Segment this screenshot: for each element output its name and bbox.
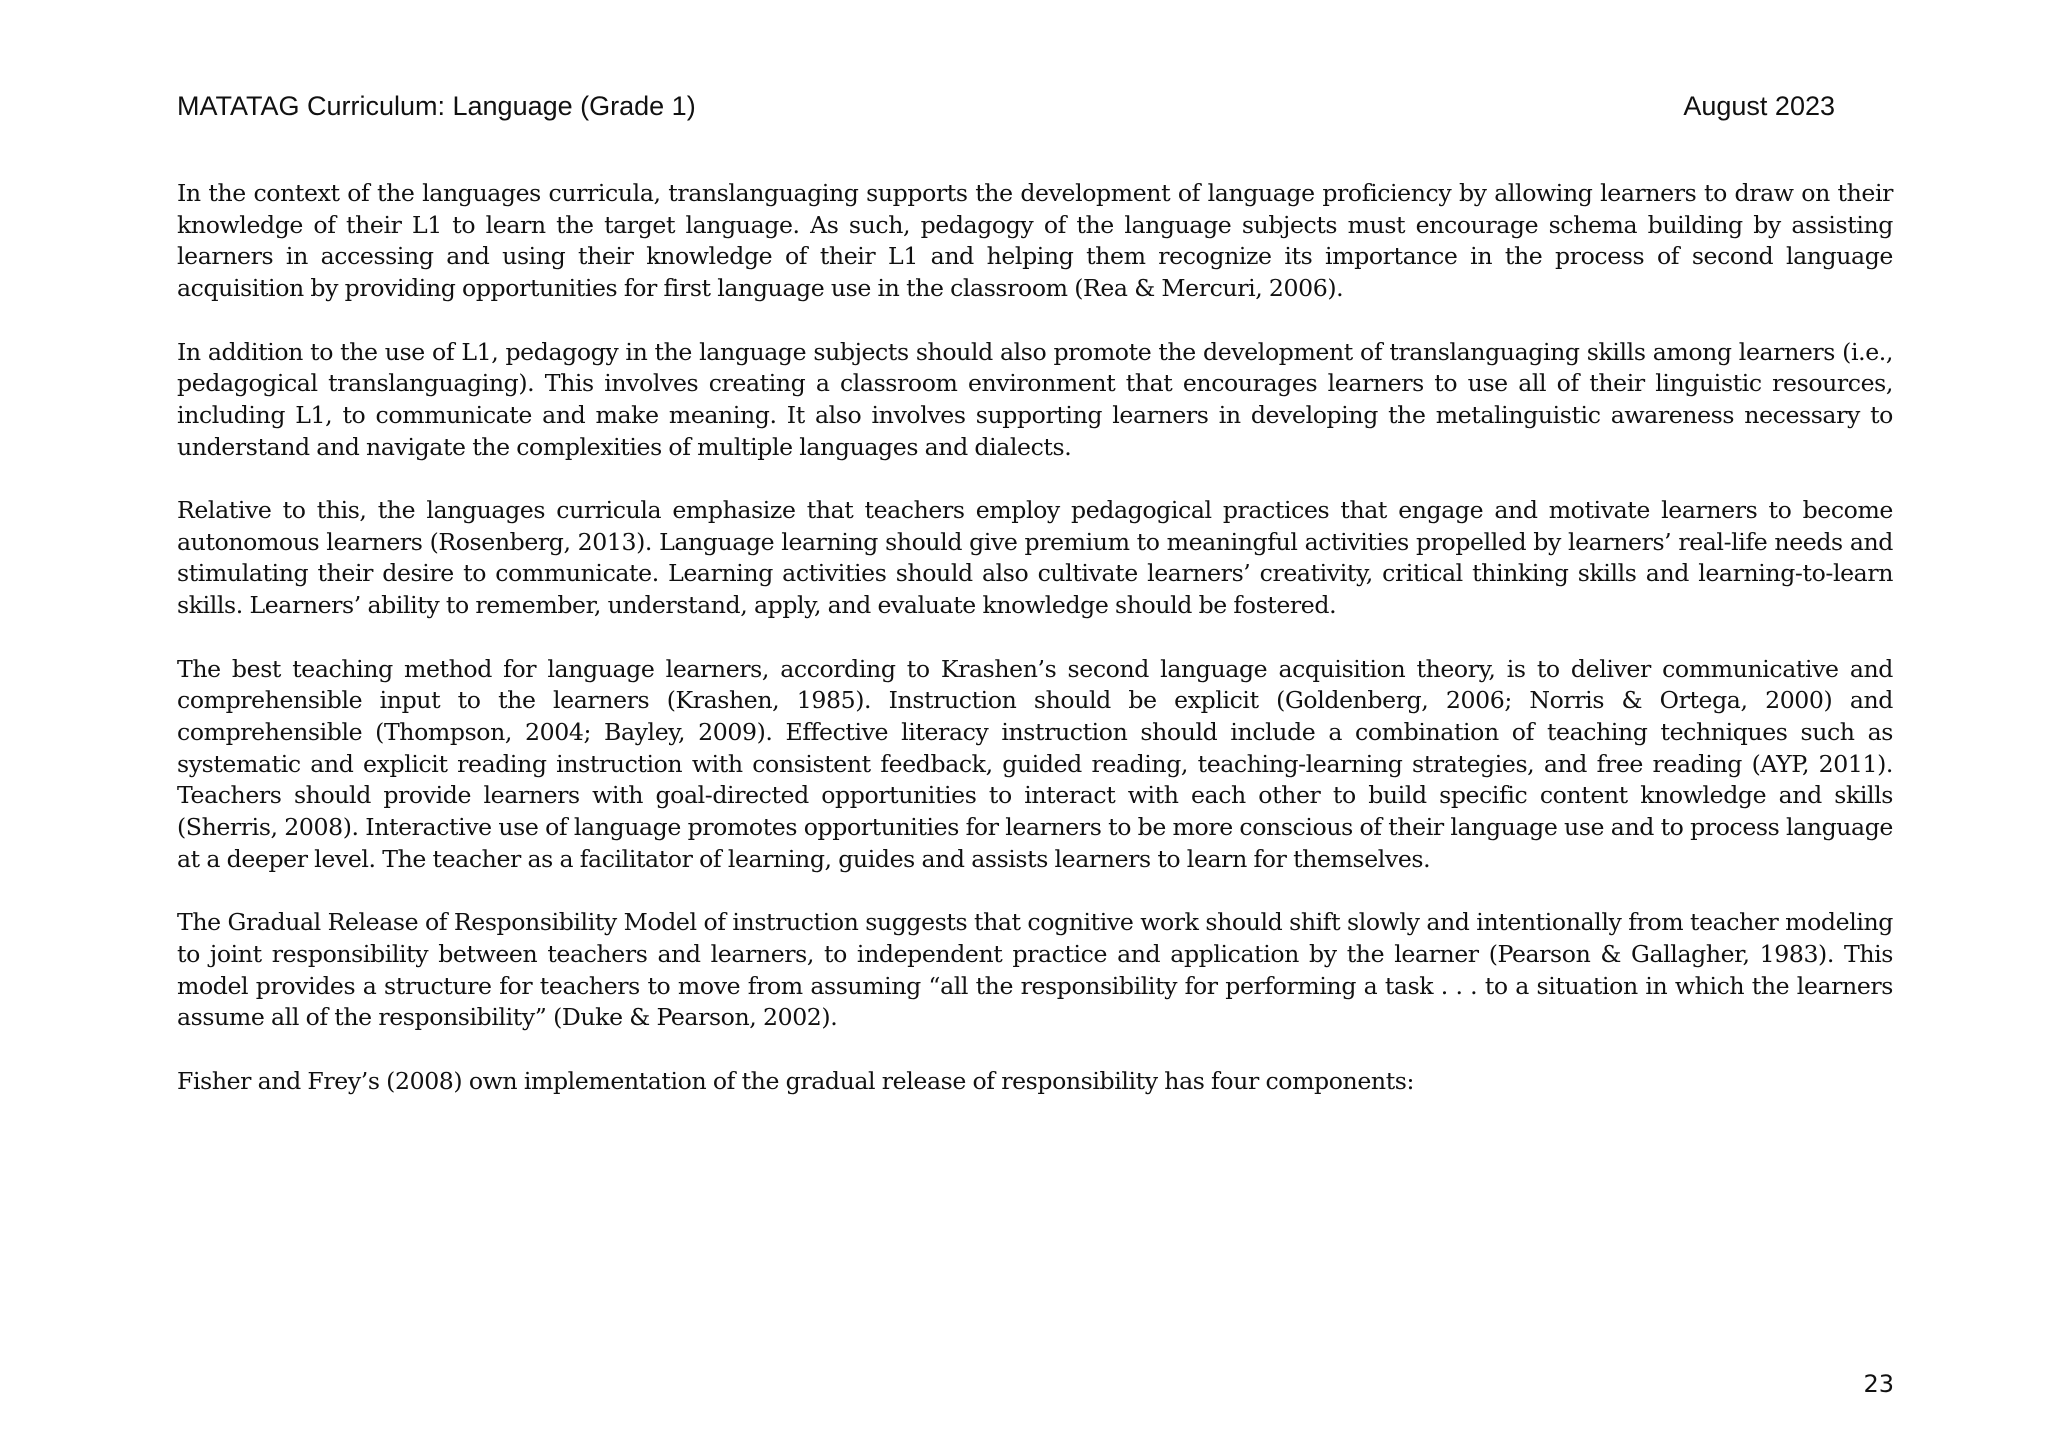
paragraph-pedagogical-translanguaging: In addition to the use of L1, pedagogy in the language subjects should also promote the development of translanguaging skills among learners (i.e., pedagogical translanguaging). This involves creating a classroom environment that encourages learners to use all of their linguistic resources, including L1, to communicate and make meaning. It also involves supporting learners in developing the metalinguistic awareness necessary to understand and navigate the complexities of multiple languages and dialects.: [177, 337, 1893, 461]
paragraph-gradual-release: The Gradual Release of Responsibility Model of instruction suggests that cognitive work should shift slowly and intentionally from teacher modeling to joint responsibility between teachers and learners, to independent practice and application by the learner (Pearson & Gallagher, 1983). This model provides a structure for teachers to move from assuming “all the responsibility for performing a task . . . to a situation in which the learners assume all of the responsibility” (Duke & Pearson, 2002).: [177, 908, 1893, 1032]
page-header: [177, 86, 1835, 126]
document-title: MATATAG Curriculum: Language (Grade 1): [177, 91, 696, 121]
body-text: [177, 178, 1893, 1129]
paragraph-teaching-method: The best teaching method for language learners, according to Krashen’s second language acquisition theory, is to deliver communicative and comprehensible input to the learners (Krashen, 1985). Instruction should be explicit (Goldenberg, 2006; Norris & Ortega, 2000) and comprehensible (Thompson, 2004; Bayley, 2009). Effective literacy instruction should include a combination of teaching techniques such as systematic and explicit reading instruction with consistent feedback, guided reading, teaching-learning strategies, and free reading (AYP, 2011). Teachers should provide learners with goal-directed opportunities to interact with each other to build specific content knowledge and skills (Sherris, 2008). Interactive use of language promotes opportunities for learners to be more conscious of their language use and to process language at a deeper level. The teacher as a facilitator of learning, guides and assists learners to learn for themselves.: [177, 654, 1893, 873]
paragraph-translanguaging-context: In the context of the languages curricula, translanguaging supports the development of language proficiency by allowing learners to draw on their knowledge of their L1 to learn the target language. As such, pedagogy of the language subjects must encourage schema building by assisting learners in accessing and using their knowledge of their L1 and helping them recognize its importance in the process of second language acquisition by providing opportunities for first language use in the classroom (Rea & Mercuri, 2006).: [177, 179, 1893, 303]
page-number: 23: [1863, 1370, 1894, 1398]
document-date: August 2023: [1683, 91, 1835, 121]
paragraph-autonomous-learners: Relative to this, the languages curricula emphasize that teachers employ pedagogical practices that engage and motivate learners to become autonomous learners (Rosenberg, 2013). Language learning should give premium to meaningful activities propelled by learners’ real-life needs and stimulating their desire to communicate. Learning activities should also cultivate learners’ creativity, critical thinking skills and learning-to-learn skills. Learners’ ability to remember, understand, apply, and evaluate knowledge should be fostered.: [177, 496, 1893, 620]
paragraph-fisher-frey: Fisher and Frey’s (2008) own implementation of the gradual release of responsibility has four components:: [177, 1066, 1415, 1095]
